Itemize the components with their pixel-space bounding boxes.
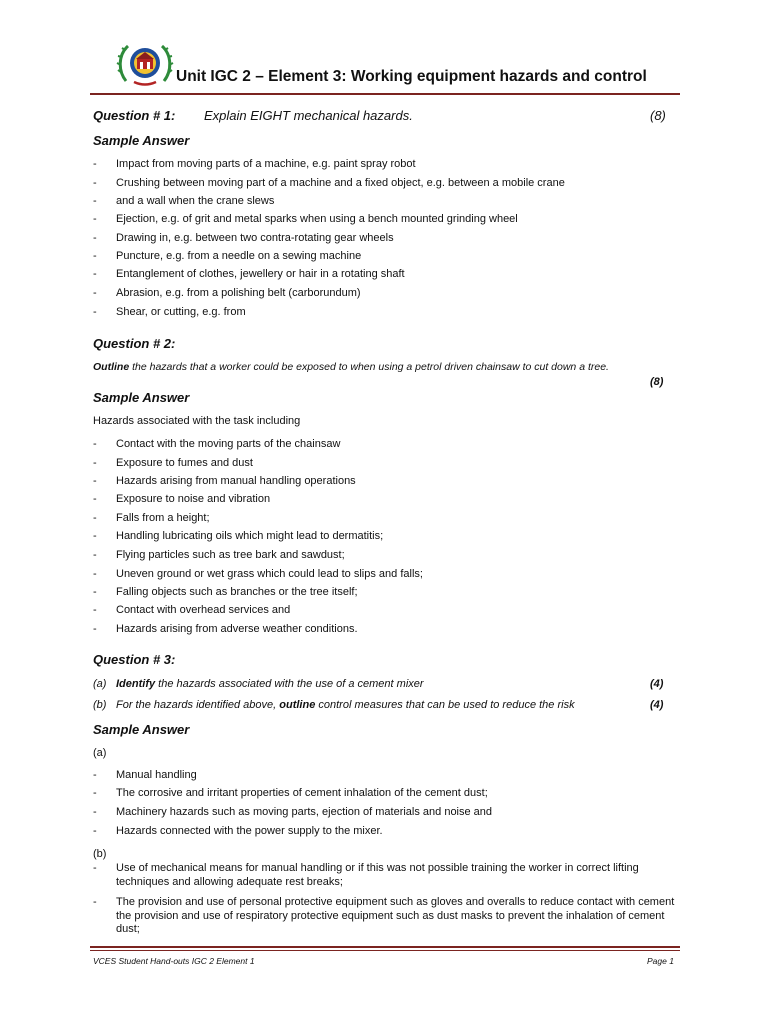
- question-3a-body: the hazards associated with the use of a cement mixer: [155, 678, 424, 690]
- list-item: Machinery hazards such as moving parts, ejection of materials and noise and: [116, 806, 493, 818]
- list-item: Ejection, e.g. of grit and metal sparks when using a bench mounted grinding wheel: [116, 213, 518, 225]
- bullet-dash: -: [93, 287, 97, 299]
- bullet-dash: -: [93, 306, 97, 318]
- list-item: Hazards arising from manual handling operations: [116, 475, 356, 487]
- list-item: The provision and use of personal protective equipment such as gloves and overalls to reduce contact with cement the provision and use of respiratory protective equipment such as dust masks to prevent the inhalation of cement dust;: [116, 896, 675, 935]
- question-3a-text: [116, 678, 424, 691]
- list-item: Contact with the moving parts of the chainsaw: [116, 438, 341, 450]
- list-item: Falling objects such as branches or the tree itself;: [116, 586, 358, 598]
- bullet-dash: -: [93, 896, 97, 908]
- bullet-dash: -: [93, 213, 97, 225]
- bullet-dash: -: [93, 493, 97, 505]
- footer-rule-thin: [90, 950, 680, 951]
- bullet-dash: -: [93, 438, 97, 450]
- list-item: Puncture, e.g. from a needle on a sewing machine: [116, 250, 362, 262]
- identify-keyword: Identify: [116, 678, 156, 690]
- list-item: and a wall when the crane slews: [116, 195, 275, 207]
- bullet-dash: -: [93, 250, 97, 262]
- header-rule: [90, 93, 680, 95]
- bullet-dash: -: [93, 568, 97, 580]
- bullet-dash: -: [93, 195, 97, 207]
- list-item: The corrosive and irritant properties of cement inhalation of the cement dust;: [116, 787, 488, 799]
- question-3b-marks: (4): [650, 699, 664, 711]
- list-item: Hazards arising from adverse weather conditions.: [116, 623, 358, 635]
- question-3-label: Question # 3:: [93, 652, 176, 667]
- footer-rule: [90, 946, 680, 948]
- bullet-dash: -: [93, 232, 97, 244]
- list-item: Shear, or cutting, e.g. from: [116, 306, 246, 318]
- question-1-sample-answer-heading: Sample Answer: [93, 133, 190, 148]
- bullet-dash: -: [93, 604, 97, 616]
- bullet-dash: -: [93, 549, 97, 561]
- question-3b-label: (b): [93, 699, 107, 711]
- list-item: Impact from moving parts of a machine, e.g. paint spray robot: [116, 158, 416, 170]
- question-1-text: Explain EIGHT mechanical hazards.: [204, 108, 413, 123]
- outline-keyword: Outline: [93, 361, 130, 373]
- list-item: Falls from a height;: [116, 512, 210, 524]
- bullet-dash: -: [93, 586, 97, 598]
- bullet-dash: -: [93, 623, 97, 635]
- list-item: Crushing between moving part of a machine and a fixed object, e.g. between a mobile crane: [116, 177, 565, 189]
- list-item: Handling lubricating oils which might lead to dermatitis;: [116, 530, 384, 542]
- organization-logo: [116, 41, 174, 87]
- list-item: Flying particles such as tree bark and sawdust;: [116, 549, 345, 561]
- question-2-text: [93, 361, 609, 374]
- bullet-dash: -: [93, 457, 97, 469]
- list-item: Entanglement of clothes, jewellery or hair in a rotating shaft: [116, 268, 405, 280]
- list-item: Contact with overhead services and: [116, 604, 291, 616]
- list-item: Manual handling: [116, 769, 197, 781]
- bullet-dash: -: [93, 787, 97, 799]
- bullet-dash: -: [93, 806, 97, 818]
- question-1-marks: (8): [650, 108, 666, 123]
- list-item: Abrasion, e.g. from a polishing belt (carborundum): [116, 287, 361, 299]
- bullet-dash: -: [93, 475, 97, 487]
- question-3-sample-answer-heading: Sample Answer: [93, 722, 190, 737]
- question-3b-body-start: For the hazards identified above,: [116, 699, 280, 711]
- bullet-dash: -: [93, 769, 97, 781]
- list-item: Exposure to noise and vibration: [116, 493, 271, 505]
- list-item: Drawing in, e.g. between two contra-rotating gear wheels: [116, 232, 394, 244]
- question-2-sample-answer-heading: Sample Answer: [93, 390, 190, 405]
- bullet-dash: -: [93, 530, 97, 542]
- bullet-dash: -: [93, 512, 97, 524]
- question-2-label: Question # 2:: [93, 336, 176, 351]
- list-item: Use of mechanical means for manual handling or if this was not possible training the worker in correct lifting techniques and allowing adequate rest breaks;: [116, 862, 639, 888]
- footer-page-number: Page 1: [647, 956, 674, 966]
- question-3a-label: (a): [93, 678, 107, 690]
- document-title: Unit IGC 2 – Element 3: Working equipment hazards and control: [176, 68, 647, 85]
- bullet-dash: -: [93, 825, 97, 837]
- bullet-dash: -: [93, 158, 97, 170]
- question-3a-marks: (4): [650, 678, 664, 690]
- question-2-intro: Hazards associated with the task including: [93, 415, 301, 427]
- bullet-dash: -: [93, 177, 97, 189]
- footer-document-name: VCES Student Hand-outs IGC 2 Element 1: [93, 956, 255, 966]
- question-3b-body-end: control measures that can be used to reduce the risk: [315, 699, 575, 711]
- list-item: Hazards connected with the power supply to the mixer.: [116, 825, 383, 837]
- question-3b-text: [116, 699, 575, 712]
- question-2-body: the hazards that a worker could be exposed to when using a petrol driven chainsaw to cut down a tree.: [129, 361, 609, 373]
- answer-part-b-label: (b): [93, 848, 107, 860]
- answer-part-a-label: (a): [93, 747, 107, 759]
- list-item: Uneven ground or wet grass which could lead to slips and falls;: [116, 568, 423, 580]
- question-1-label: Question # 1:: [93, 108, 176, 123]
- bullet-dash: -: [93, 268, 97, 280]
- list-item: Exposure to fumes and dust: [116, 457, 253, 469]
- bullet-dash: -: [93, 862, 97, 874]
- outline-keyword: outline: [279, 699, 316, 711]
- question-2-marks: (8): [650, 376, 664, 388]
